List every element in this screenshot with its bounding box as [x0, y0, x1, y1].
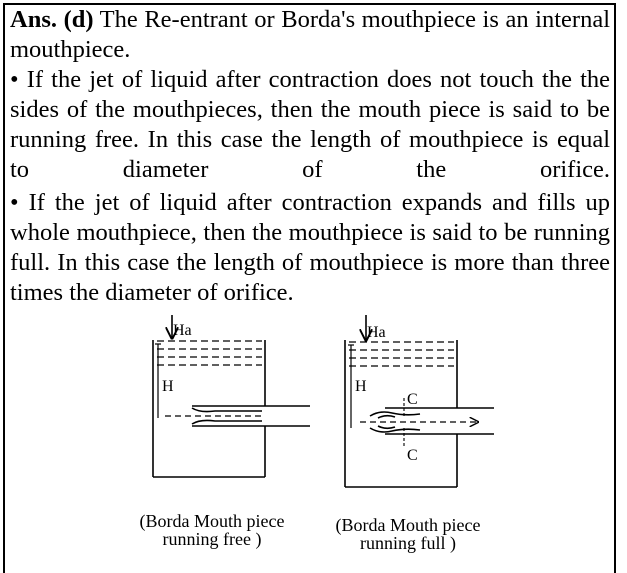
head-label: H: [355, 378, 367, 395]
answer-statement: The Re-entrant or Borda's mouthpiece is an internal mouthpiece.: [10, 6, 610, 63]
point-text: If the jet of liquid after contraction does not touch the the sides of the mouthpieces, then the mouth piece is said to be running free. In this case the length of mouthpiece is equal to diameter of the orifice.: [10, 66, 611, 183]
atm-label: Ha: [173, 322, 192, 339]
answer-prefix: Ans.: [10, 6, 57, 33]
mouthpiece-diagrams: [0, 310, 627, 510]
caption-line: running free ): [162, 529, 262, 549]
bullet-icon: •: [10, 189, 19, 216]
diagram-running-free: [153, 315, 310, 477]
atm-label: Ha: [367, 324, 386, 341]
caption-line: (Borda Mouth piece: [335, 515, 481, 535]
contraction-label-top: C: [407, 391, 418, 408]
caption-line: (Borda Mouth piece: [139, 511, 285, 531]
point-running-free: [10, 65, 610, 185]
answer-paragraph: [10, 5, 610, 65]
head-label: H: [162, 378, 174, 395]
caption-line: running full ): [360, 533, 456, 553]
bullet-icon: •: [10, 66, 19, 93]
answer-option: (d): [63, 6, 94, 33]
point-running-full: [10, 188, 610, 308]
caption-running-free: [122, 512, 302, 548]
point-text: If the jet of liquid after contraction expands and fills up whole mouthpiece, then the mouthpiece is said to be running full. In this case the length of mouthpiece is more than three times the diameter of orifice.: [10, 189, 610, 306]
caption-running-full: [318, 516, 498, 552]
contraction-label-bottom: C: [407, 447, 418, 464]
